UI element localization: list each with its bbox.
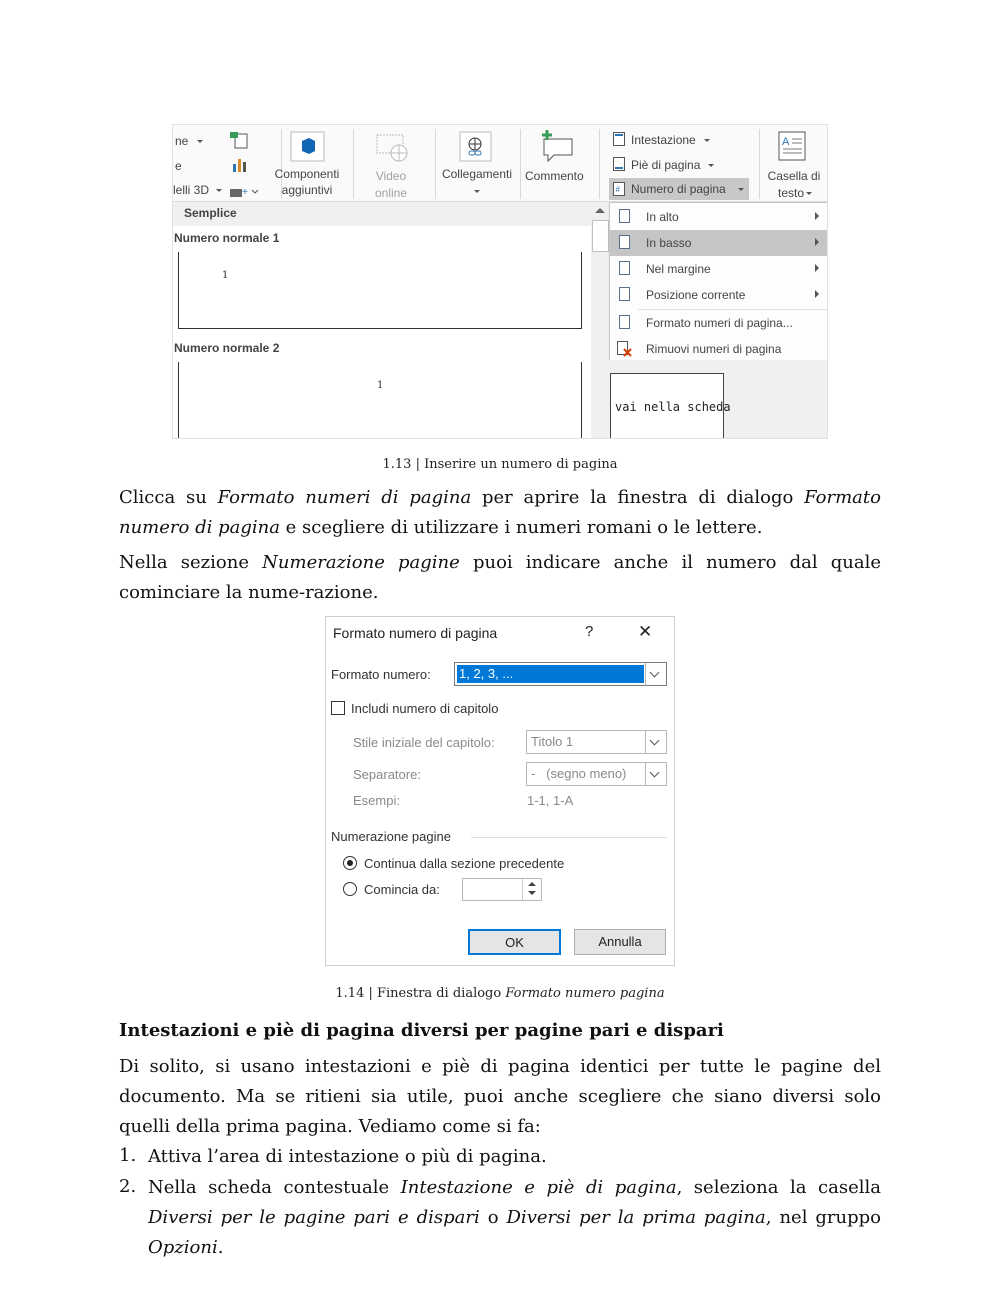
menu-item-label: Formato numeri di pagina... [646,316,793,330]
menu-item-rimuovi-numeri[interactable] [610,336,828,362]
menu-item-label: Nel margine [646,262,711,276]
caption-figure-2: 1.14 | Finestra di dialogo Formato numero pagina [335,986,665,1001]
ribbon-item-modelli-3d[interactable]: lelli 3D [173,183,210,197]
store-icon[interactable] [290,131,326,163]
gallery-header-label: Semplice [184,206,237,220]
dropdown-arrow-icon [474,190,480,193]
section-heading: Intestazioni e piè di pagina diversi per pagine pari e dispari [119,1020,724,1041]
formato-numero-select[interactable] [454,662,667,686]
format-page-number-dialog [325,616,675,966]
numerazione-section-label: Numerazione pagine [331,829,451,844]
video-label: Video [375,169,407,183]
scroll-up-icon[interactable] [595,208,605,213]
numero-di-pagina-label: Numero di pagina [631,182,726,196]
esempi-label: Esempi: [353,793,400,808]
caption-figure-1: 1.13 | Inserire un numero di pagina [382,457,618,472]
dropdown-arrow-icon [704,139,710,142]
comincia-label: Comincia da: [364,882,440,897]
menu-item-label: In basso [646,236,692,250]
separatore-value: - (segno meno) [531,766,627,781]
sample-page-number: 1 [222,270,229,281]
format-page-number-icon [619,315,630,329]
gallery-item-preview-1[interactable] [178,252,582,329]
video-icon[interactable] [375,133,409,165]
ribbon-item-e[interactable]: e [175,159,182,173]
help-icon[interactable]: ? [585,623,594,640]
comment-icon[interactable] [538,129,576,163]
submenu-arrow-icon [815,290,819,298]
menu-item-label: Rimuovi numeri di pagina [646,342,782,356]
close-icon[interactable]: ✕ [638,622,653,641]
aggiuntivi-label[interactable]: aggiuntivi [281,183,333,197]
page-bottom-icon [619,235,630,249]
dropdown-arrow-icon [738,188,744,191]
online-label: online [374,186,408,200]
paragraph-1: Clicca su Formato numeri di pagina per aprire la finestra di dialogo Formato numero di pagina e scegliere di utilizzare i numeri romani o le lettere. [119,487,881,538]
gallery-item-label-2: Numero normale 2 [174,341,280,355]
stepper-buttons[interactable] [522,879,541,900]
remove-icon [617,341,633,357]
stepper-down-icon[interactable] [528,891,536,895]
paragraph-3: Di solito, si usano intestazioni e piè di pagina identici per tutte le pagine del documento. Ma se ritieni sia utile, puoi anche scegliere che siano diversi solo quelli della prima pagina. Vediamo come si fa: [119,1056,881,1137]
svg-text:+: + [242,187,248,198]
link-icon[interactable] [459,131,493,163]
figure-ribbon-screenshot [172,124,828,439]
paragraph-2: Nella sezione Numerazione pagine puoi indicare anche il numero dal quale cominciare la nume-razione. [119,552,881,603]
gallery-item-preview-2[interactable] [178,362,582,439]
commento-label[interactable]: Commento [525,169,584,183]
menu-item-posizione-corrente[interactable] [610,282,828,308]
page-current-icon [619,287,630,301]
dropdown-arrow-icon [806,192,812,195]
stile-label: Stile iniziale del capitolo: [353,735,495,750]
separatore-select[interactable] [526,762,667,786]
list-item-1: Attiva l’area di intestazione o più di pagina. [148,1146,547,1167]
casella-label[interactable]: Casella di [767,169,821,183]
list-number-1: 1. [119,1145,137,1166]
footer-icon[interactable] [613,157,625,171]
ok-button[interactable]: OK [468,929,561,955]
sample-page-number: 1 [377,380,384,391]
annulla-button[interactable]: Annulla [574,929,666,955]
page-margin-icon [619,261,630,275]
radio-dot [347,860,353,866]
smartart-icon[interactable] [229,131,249,149]
menu-item-formato-numeri[interactable] [610,310,828,336]
esempi-value: 1-1, 1-A [527,793,574,808]
stile-select[interactable] [526,730,667,754]
numero-di-pagina-button[interactable] [609,178,749,200]
menu-item-nel-margine[interactable] [610,256,828,282]
menu-item-label: Posizione corrente [646,288,746,302]
includi-checkbox[interactable] [331,701,345,715]
section-divider [471,837,667,838]
formato-numero-value: 1, 2, 3, ... [459,666,514,681]
svg-text:#: # [615,185,620,194]
submenu-arrow-icon [815,264,819,272]
testo-label[interactable]: testo [777,186,804,200]
pie-di-pagina-button[interactable]: Piè di pagina [631,158,701,172]
chevron-down-icon[interactable] [645,731,666,753]
includi-label: Includi numero di capitolo [351,701,499,716]
scrollbar-thumb[interactable] [592,220,609,252]
stile-value: Titolo 1 [531,734,574,749]
list-number-2: 2. [119,1176,137,1197]
ribbon [173,125,828,202]
chevron-down-icon[interactable] [645,663,666,685]
collegamenti-label[interactable]: Collegamenti [441,167,513,181]
svg-text:A: A [782,136,790,148]
page-number-icon [613,182,625,196]
submenu-arrow-icon [815,238,819,246]
menu-item-label: In alto [646,210,679,224]
dropdown-arrow-icon [216,189,222,192]
menu-item-in-alto[interactable] [610,204,828,230]
separatore-label: Separatore: [353,767,421,782]
page-top-icon [619,209,630,223]
dialog-title: Formato numero di pagina [333,625,498,641]
dropdown-arrow-icon [708,164,714,167]
dropdown-arrow-icon [197,140,203,143]
header-icon[interactable] [613,132,625,146]
comincia-stepper[interactable] [462,878,542,901]
screenshot-icon[interactable] [229,183,259,199]
formato-numero-label: Formato numero: [331,667,431,682]
menu-item-in-basso[interactable] [610,230,828,256]
chart-icon[interactable] [231,157,249,173]
gallery-item-label-1: Numero normale 1 [174,231,280,245]
page-number-gallery [173,202,592,439]
submenu-arrow-icon [815,212,819,220]
componenti-label[interactable]: Componenti [274,167,340,181]
gallery-header [173,202,591,226]
ribbon-item-ne[interactable]: ne [175,134,189,148]
document-page [610,373,731,439]
continua-radio[interactable] [343,856,357,870]
stepper-up-icon[interactable] [528,882,536,886]
gallery-scrollbar[interactable] [591,202,610,439]
list-item-2: Nella scheda contestuale Intestazione e piè di pagina, seleziona la casella Diversi per le pagine pari e dispari o Diversi per la prima pagina, nel gruppo Opzioni. [148,1177,882,1258]
continua-label: Continua dalla sezione precedente [364,856,565,871]
document-text: vai nella scheda [615,400,731,414]
page-number-menu [609,202,828,362]
chevron-down-icon[interactable] [645,763,666,785]
textbox-icon[interactable] [778,131,808,163]
comincia-radio[interactable] [343,882,357,896]
intestazione-button[interactable]: Intestazione [631,133,696,147]
